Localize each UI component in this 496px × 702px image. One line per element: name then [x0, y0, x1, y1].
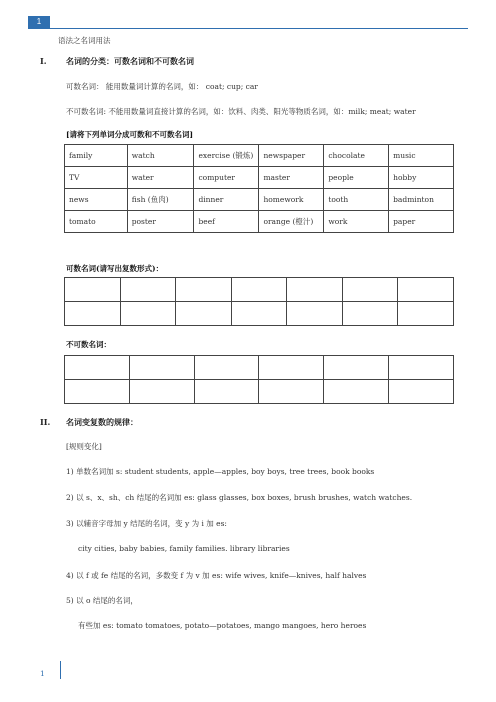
- word-cell: TV: [65, 167, 128, 189]
- rule-line: 2) 以 s、x、sh、ch 结尾的名词加 es: glass glasses, box boxes, brush brushes, watch watches.: [66, 493, 413, 502]
- answer-cell[interactable]: [389, 356, 454, 380]
- word-cell: fish (鱼肉): [127, 189, 194, 211]
- word-cell: water: [127, 167, 194, 189]
- word-cell: computer: [194, 167, 259, 189]
- word-cell: tooth: [324, 189, 389, 211]
- uncountable-label: 不可数名词：: [66, 340, 111, 349]
- footer-rule: [60, 661, 61, 679]
- answer-cell[interactable]: [231, 278, 287, 302]
- answer-cell[interactable]: [65, 302, 121, 326]
- answer-cell[interactable]: [129, 356, 194, 380]
- section-2-number: II.: [40, 417, 51, 427]
- answer-cell[interactable]: [324, 356, 389, 380]
- word-table: [64, 144, 454, 233]
- header-rule: [28, 28, 468, 29]
- rule-example: 有些加 es: tomato tomatoes, potato—potatoes, mango mangoes, hero heroes: [78, 621, 367, 630]
- answer-cell[interactable]: [259, 380, 324, 404]
- table-row: [65, 302, 454, 326]
- word-cell: family: [65, 145, 128, 167]
- word-cell: badminton: [389, 189, 454, 211]
- answer-cell[interactable]: [389, 380, 454, 404]
- word-cell: paper: [389, 211, 454, 233]
- rule-example: city cities, baby babies, family families. library libraries: [78, 544, 290, 553]
- uncountable-answer-grid: [64, 355, 454, 404]
- table-row: [65, 211, 454, 233]
- table-row: [65, 167, 454, 189]
- rule-line: 4) 以 f 或 fe 结尾的名词，多数变 f 为 v 加 es: wife wives, knife—knives, half halves: [66, 571, 367, 580]
- answer-cell[interactable]: [65, 278, 121, 302]
- word-cell: work: [324, 211, 389, 233]
- answer-cell[interactable]: [194, 380, 259, 404]
- page-number-bottom: 1: [40, 669, 45, 678]
- uncountable-definition: 不可数名词: 不能用数量词直接计算的名词，如：饮料、肉类、阳光等物质名词，如：milk; meat; water: [66, 107, 416, 116]
- word-cell: chocolate: [324, 145, 389, 167]
- rule-line: 1) 单数名词加 s: student students, apple—apples, boy boys, tree trees, book books: [66, 467, 375, 476]
- answer-cell[interactable]: [287, 278, 343, 302]
- section-1-number: I.: [40, 56, 47, 66]
- word-cell: newspaper: [259, 145, 324, 167]
- countable-label: 可数名词(请写出复数形式)：: [66, 264, 164, 273]
- answer-cell[interactable]: [65, 356, 130, 380]
- answer-cell[interactable]: [120, 302, 176, 326]
- rule-line: 3) 以辅音字母加 y 结尾的名词，变 y 为 i 加 es:: [66, 519, 227, 528]
- word-cell: watch: [127, 145, 194, 167]
- answer-cell[interactable]: [287, 302, 343, 326]
- table-row: [65, 145, 454, 167]
- answer-cell[interactable]: [398, 278, 454, 302]
- answer-cell[interactable]: [231, 302, 287, 326]
- section-2-heading: [40, 417, 138, 428]
- word-cell: poster: [127, 211, 194, 233]
- section-1-title: 名词的分类：可数名词和不可数名词: [66, 56, 194, 66]
- word-cell: news: [65, 189, 128, 211]
- answer-cell[interactable]: [398, 302, 454, 326]
- classification-instruction: [请将下列单词分成可数和不可数名词]: [66, 130, 194, 139]
- word-cell: dinner: [194, 189, 259, 211]
- section-2-title: 名词变复数的规律：: [66, 417, 138, 427]
- word-cell: beef: [194, 211, 259, 233]
- answer-cell[interactable]: [120, 278, 176, 302]
- word-cell: hobby: [389, 167, 454, 189]
- table-row: [65, 380, 454, 404]
- answer-cell[interactable]: [176, 278, 232, 302]
- word-cell: people: [324, 167, 389, 189]
- word-cell: music: [389, 145, 454, 167]
- rule-line: 5) 以 o 结尾的名词，: [66, 596, 138, 605]
- countable-definition: 可数名词： 能用数量词计算的名词，如： coat; cup; car: [66, 82, 258, 91]
- answer-cell[interactable]: [65, 380, 130, 404]
- rules-subtitle: [规则变化]: [66, 442, 102, 451]
- table-row: [65, 278, 454, 302]
- countable-answer-grid: [64, 277, 454, 326]
- table-row: [65, 356, 454, 380]
- word-cell: master: [259, 167, 324, 189]
- answer-cell[interactable]: [259, 356, 324, 380]
- answer-cell[interactable]: [342, 302, 398, 326]
- table-row: [65, 189, 454, 211]
- word-cell: exercise (锻炼): [194, 145, 259, 167]
- answer-cell[interactable]: [129, 380, 194, 404]
- word-cell: homework: [259, 189, 324, 211]
- answer-cell[interactable]: [324, 380, 389, 404]
- answer-cell[interactable]: [176, 302, 232, 326]
- word-cell: orange (橙汁): [259, 211, 324, 233]
- section-1-heading: [40, 56, 194, 67]
- page-number-top: 1: [28, 16, 50, 28]
- word-cell: tomato: [65, 211, 128, 233]
- answer-cell[interactable]: [194, 356, 259, 380]
- answer-cell[interactable]: [342, 278, 398, 302]
- header-title: 语法之名词用法: [58, 36, 111, 45]
